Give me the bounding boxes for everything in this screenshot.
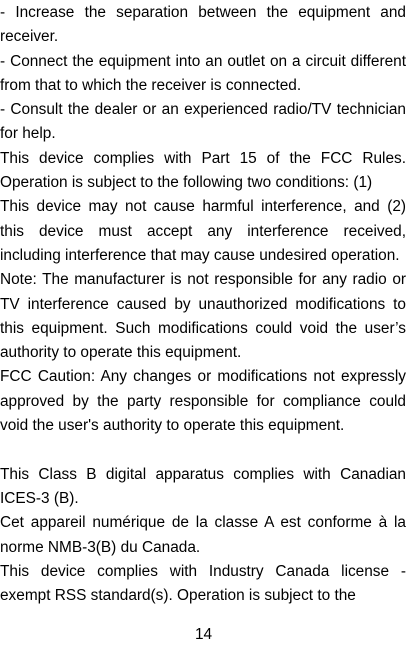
instruction-increase-separation: - Increase the separation between the equipment and receiver. [0, 4, 406, 46]
canadian-ices-statement: This Class B digital apparatus complies with Canadian ICES-3 (B). [0, 465, 406, 507]
industry-canada-statement: This device complies with Industry Canada license ‑ exempt RSS standard(s). Operation is subject to the [0, 562, 406, 605]
instruction-consult-dealer: - Consult the dealer or an experienced radio/TV technician for help. [0, 101, 406, 143]
page-number: 14 [194, 626, 213, 643]
instruction-connect-outlet: - Connect the equipment into an outlet on a circuit different from that to which the receiver is connected. [0, 52, 406, 94]
paragraph-spacer [0, 438, 406, 462]
document-body [0, 1, 406, 608]
manufacturer-note: Note: The manufacturer is not responsible for any radio or TV interference caused by unauthorized modifications to this equipment. Such modifications could void the user’s authority to operate this equipment. [0, 271, 406, 362]
fcc-caution: FCC Caution: Any changes or modifications not expressly approved by the party responsible for compliance could void the user's authority to operate this equipment. [0, 368, 406, 435]
french-nmb-statement: Cet appareil numérique de la classe A est conforme à la norme NMB-3(B) du Canada. [0, 514, 406, 556]
fcc-conditions-paragraph: This device may not cause harmful interference, and (2) this device must accept any interference received, including interference that may cause undesired operation. [0, 198, 406, 264]
fcc-part15-statement: This device complies with Part 15 of the FCC Rules. Operation is subject to the following two conditions: (1) [0, 149, 406, 192]
